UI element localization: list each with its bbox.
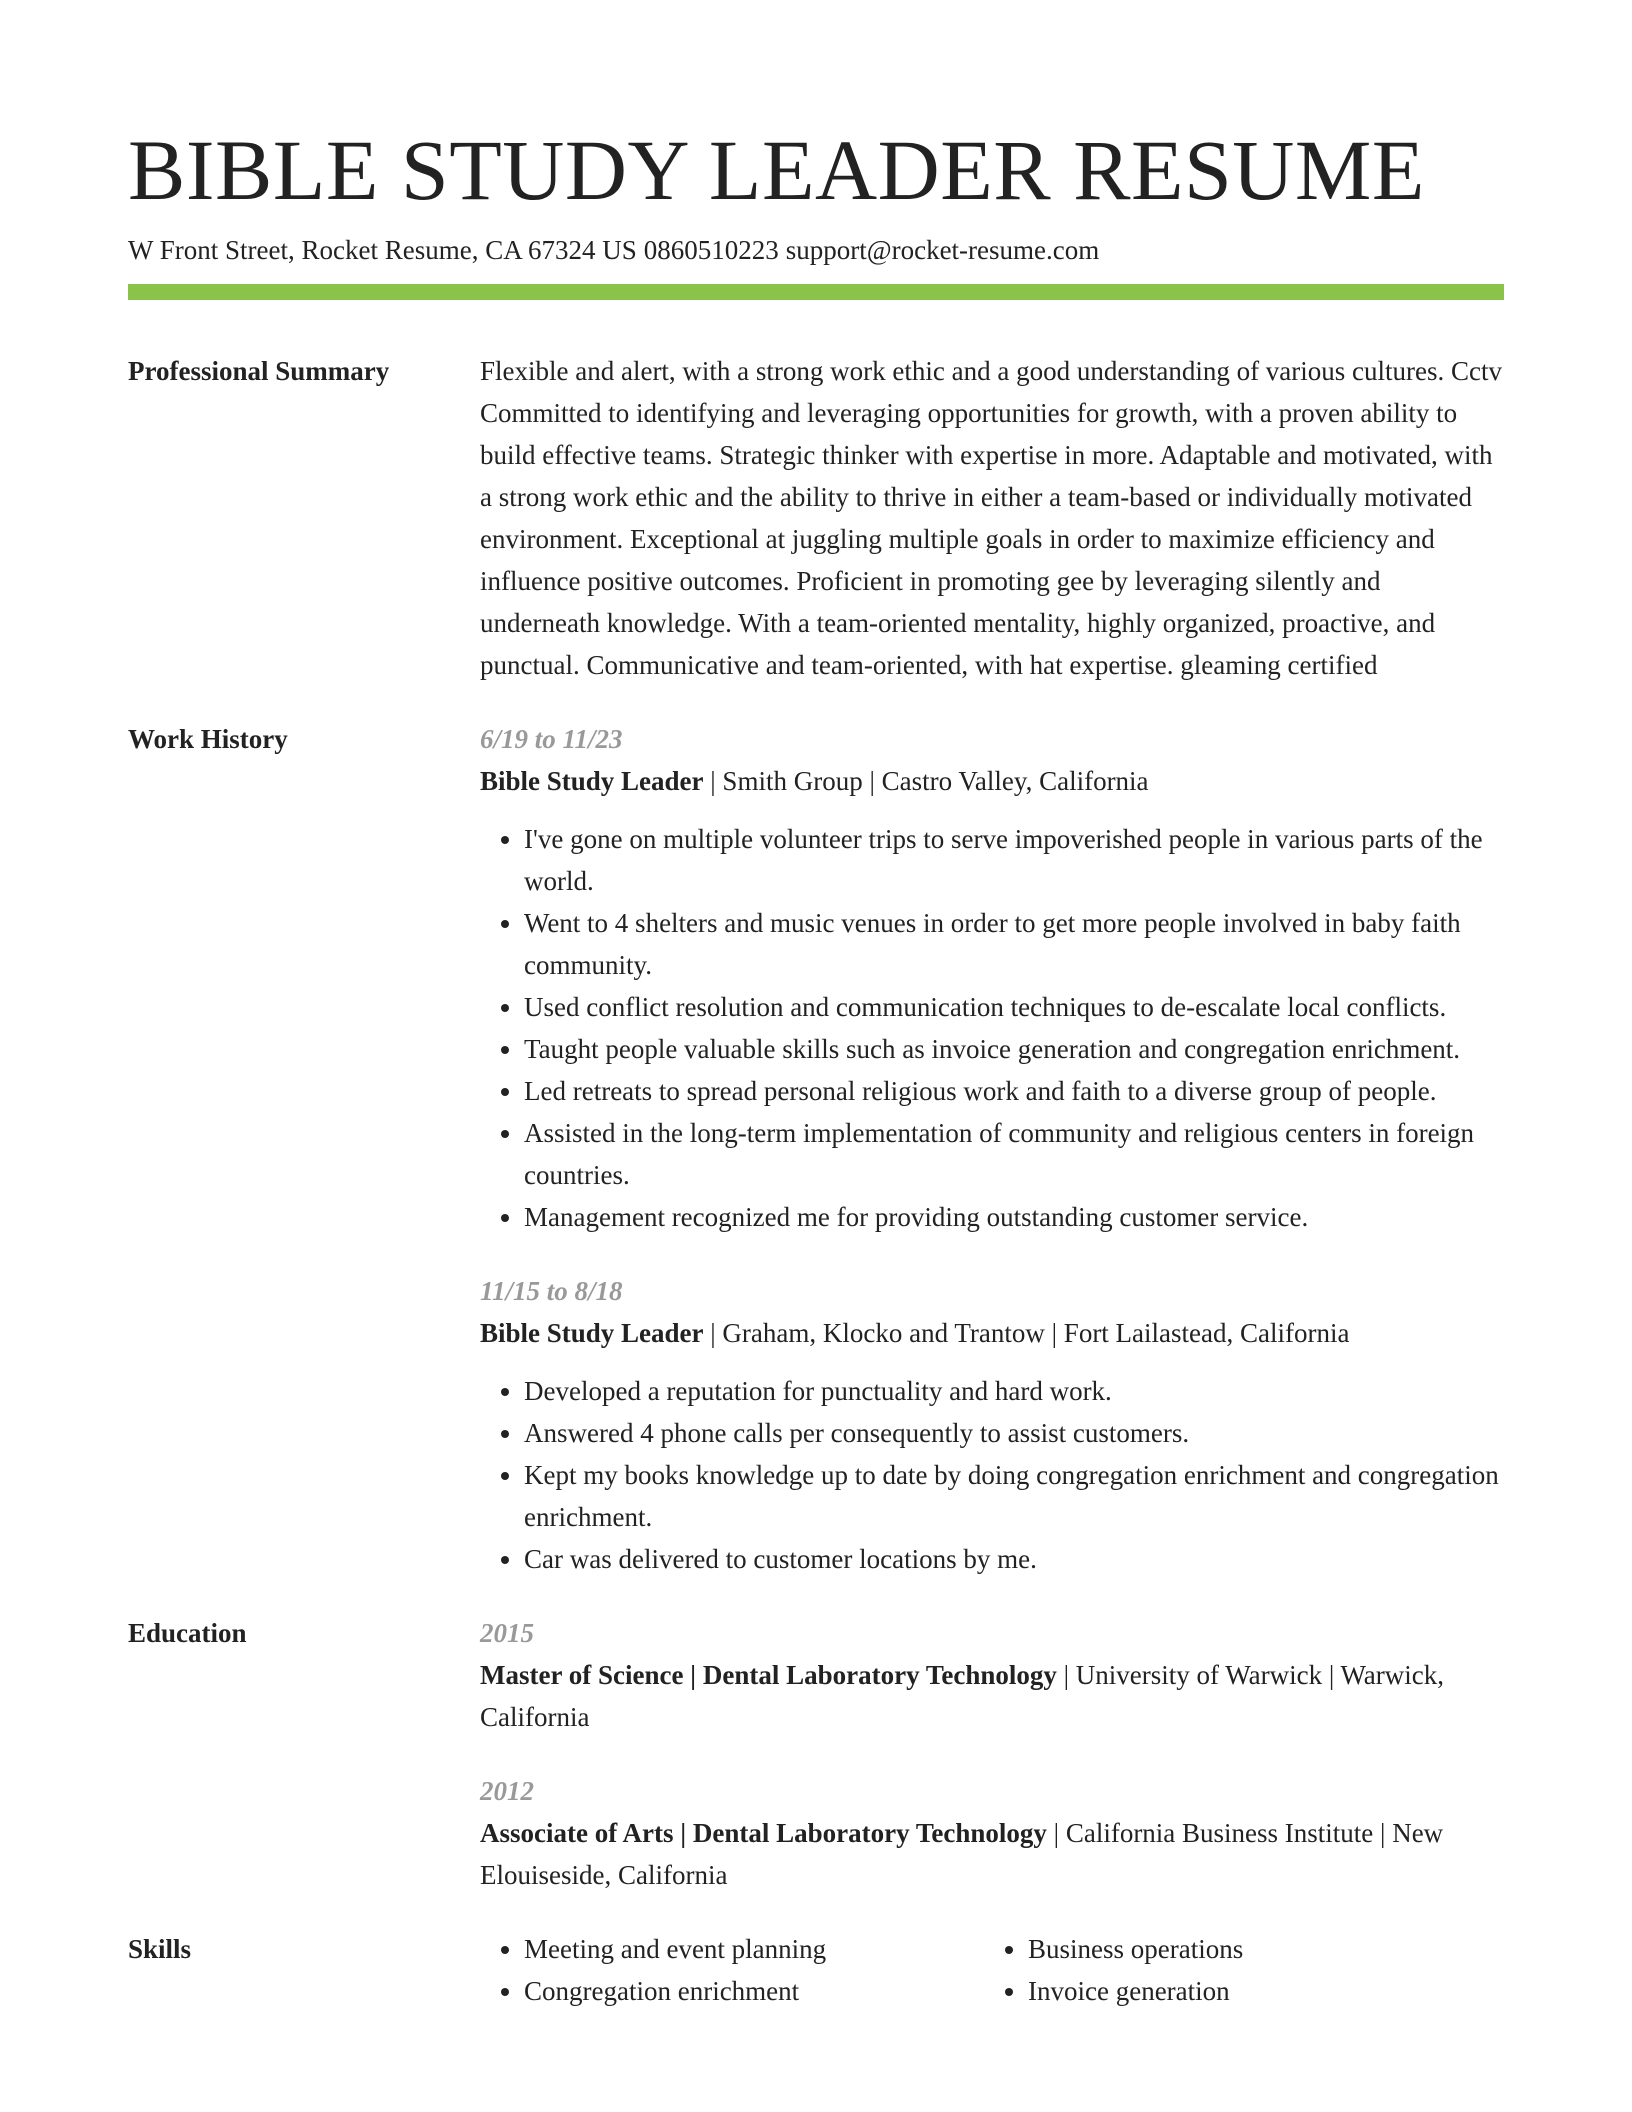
job-bullet: • Taught people valuable skills such as invoice generation and congregation enrichment. [524,1028,1504,1070]
job-role-line [480,760,1504,802]
contact-line [128,232,1504,268]
job-bullet: • Developed a reputation for punctuality and hard work. [524,1370,1504,1412]
education-degree: Master of Science | Dental Laboratory Technology [480,1660,1057,1690]
education-line [480,1812,1504,1896]
work-history-body [480,718,1504,1580]
education-degree: Associate of Arts | Dental Laboratory Technology [480,1818,1047,1848]
education-heading: Education [128,1618,247,1648]
work-history-heading: Work History [128,724,288,754]
education-section [128,1612,1504,1896]
education-entry [480,1770,1504,1896]
job-bullet: • Kept my books knowledge up to date by doing congregation enrichment and congregation enrichment. [524,1454,1504,1538]
education-line [480,1654,1504,1738]
contact-email: support@rocket-resume.com [785,235,1100,265]
skills-column-right [984,1928,1243,2012]
education-year: 2015 [480,1618,534,1648]
education-year: 2012 [480,1776,534,1806]
summary-section [128,350,1504,686]
job-bullet: • Went to 4 shelters and music venues in order to get more people involved in baby faith community. [524,902,1504,986]
skill-item: • Invoice generation [1028,1970,1243,2012]
job-employer: | Smith Group | Castro Valley, California [703,766,1149,796]
job-bullet-list [480,1370,1504,1580]
skills-body [480,1928,1504,2012]
job-bullet: • Car was delivered to customer locations by me. [524,1538,1504,1580]
skill-item: • Business operations [1028,1928,1243,1970]
contact-address: W Front Street, Rocket Resume, CA 67324 US [128,235,637,265]
accent-divider [128,284,1504,300]
job-bullet: • Used conflict resolution and communication techniques to de-escalate local conflicts. [524,986,1504,1028]
job-bullet: • Led retreats to spread personal religious work and faith to a diverse group of people. [524,1070,1504,1112]
job-title: Bible Study Leader [480,1318,704,1348]
job-title: Bible Study Leader [480,766,704,796]
job-entry [480,1270,1504,1580]
skill-item: • Congregation enrichment [524,1970,984,2012]
summary-heading: Professional Summary [128,356,390,386]
skills-column-left [480,1928,984,2012]
skill-item: • Meeting and event planning [524,1928,984,1970]
work-history-section [128,718,1504,1580]
job-bullet: • Management recognized me for providing outstanding customer service. [524,1196,1504,1238]
resume-page [128,118,1504,2012]
contact-phone: 0860510223 [643,235,779,265]
job-bullet: • I've gone on multiple volunteer trips to serve impoverished people in various parts of the world. [524,818,1504,902]
job-bullet: • Answered 4 phone calls per consequently to assist customers. [524,1412,1504,1454]
resume-title: BIBLE STUDY LEADER RESUME [128,122,1425,218]
job-role-line [480,1312,1504,1354]
job-dates: 6/19 to 11/23 [480,724,623,754]
education-body [480,1612,1504,1896]
summary-text: Flexible and alert, with a strong work ethic and a good understanding of various cultures. Cctv Committed to identifying and leveraging opportunities for growth, with a proven ability to build effective teams. Strategic thinker with expertise in more. Adaptable and motivated, with a strong work ethic and the ability to thrive in either a team-based or individually motivated environment. Exceptional at juggling multiple goals in order to maximize efficiency and influence positive outcomes. Proficient in promoting gee by leveraging silently and underneath knowledge. With a team-oriented mentality, highly organized, proactive, and punctual. Communicative and team-oriented, with hat expertise. gleaming certified [480,356,1503,680]
skills-heading: Skills [128,1934,192,1964]
education-entry [480,1612,1504,1738]
job-employer: | Graham, Klocko and Trantow | Fort Lailastead, California [703,1318,1350,1348]
education-institution: | California Business Institute | New Elouiseside, California [480,1818,1444,1890]
job-entry [480,718,1504,1238]
skills-section [128,1928,1504,2012]
job-dates: 11/15 to 8/18 [480,1276,623,1306]
education-institution: | University of Warwick | Warwick, California [480,1660,1445,1732]
job-bullet-list [480,818,1504,1238]
job-bullet: • Assisted in the long-term implementation of community and religious centers in foreign countries. [524,1112,1504,1196]
